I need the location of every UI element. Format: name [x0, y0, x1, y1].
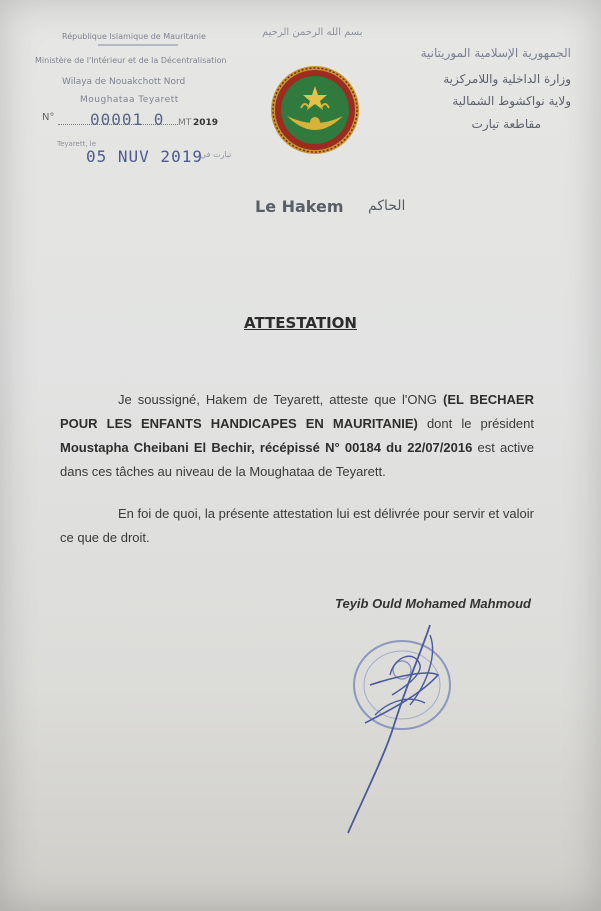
header-country-ar: الجمهورية الإسلامية الموريتانية	[420, 46, 571, 60]
office-title-ar: الحاكم	[368, 198, 406, 214]
signature-and-stamp-icon	[330, 615, 470, 840]
date-label-ar: تيارت في	[200, 150, 232, 159]
paragraph-text: Je soussigné, Hakem de Teyarett, atteste que l'ONG	[118, 392, 443, 407]
attestation-paragraph	[60, 388, 534, 484]
reference-number-label: N°	[42, 112, 55, 123]
header-wilaya-ar: ولاية نواكشوط الشمالية	[452, 94, 571, 108]
national-emblem-icon	[269, 64, 361, 156]
signer-name: Teyib Ould Mohamed Mahmoud	[335, 596, 531, 611]
date-stamp: 05 NUV 2019	[86, 147, 203, 166]
paragraph-text: dont le président	[417, 416, 534, 431]
closing-paragraph	[60, 502, 534, 550]
reference-year: 2019	[193, 118, 219, 128]
header-divider	[98, 44, 178, 46]
header-moughataa-fr: Moughataa Teyarett	[80, 95, 179, 105]
closing-text: En foi de quoi, la présente attestation lui est délivrée pour servir et valoir ce que de droit.	[60, 506, 534, 545]
reference-number-stamp: 00001 0	[90, 110, 165, 129]
header-wilaya-fr: Wilaya de Nouakchott Nord	[62, 77, 186, 87]
president-and-receipt: Moustapha Cheibani El Bechir, récépissé N° 00184 du 22/07/2016	[60, 440, 473, 455]
header-country-fr: République Islamique de Mauritanie	[62, 32, 206, 41]
date-place-label: Teyarett, le	[57, 140, 97, 148]
office-title-fr: Le Hakem	[255, 197, 344, 216]
header-moughataa-ar: مقاطعة تيارت	[471, 117, 541, 131]
reference-prefix: MT	[178, 118, 192, 128]
header-ministry-fr: Ministère de l'Intérieur et de la Décentralisation	[35, 56, 227, 65]
header-ministry-ar: وزارة الداخلية واللامركزية	[443, 72, 571, 86]
header-basmala-ar: بسم الله الرحمن الرحيم	[262, 27, 363, 38]
document-title: ATTESTATION	[244, 314, 357, 332]
ngo-name: (EL BECHAER POUR LES ENFANTS HANDICAPES EN MAURITANIE)	[60, 392, 534, 431]
paragraph-text: est active dans ces tâches au niveau de la Moughataa de Teyarett.	[60, 440, 534, 479]
